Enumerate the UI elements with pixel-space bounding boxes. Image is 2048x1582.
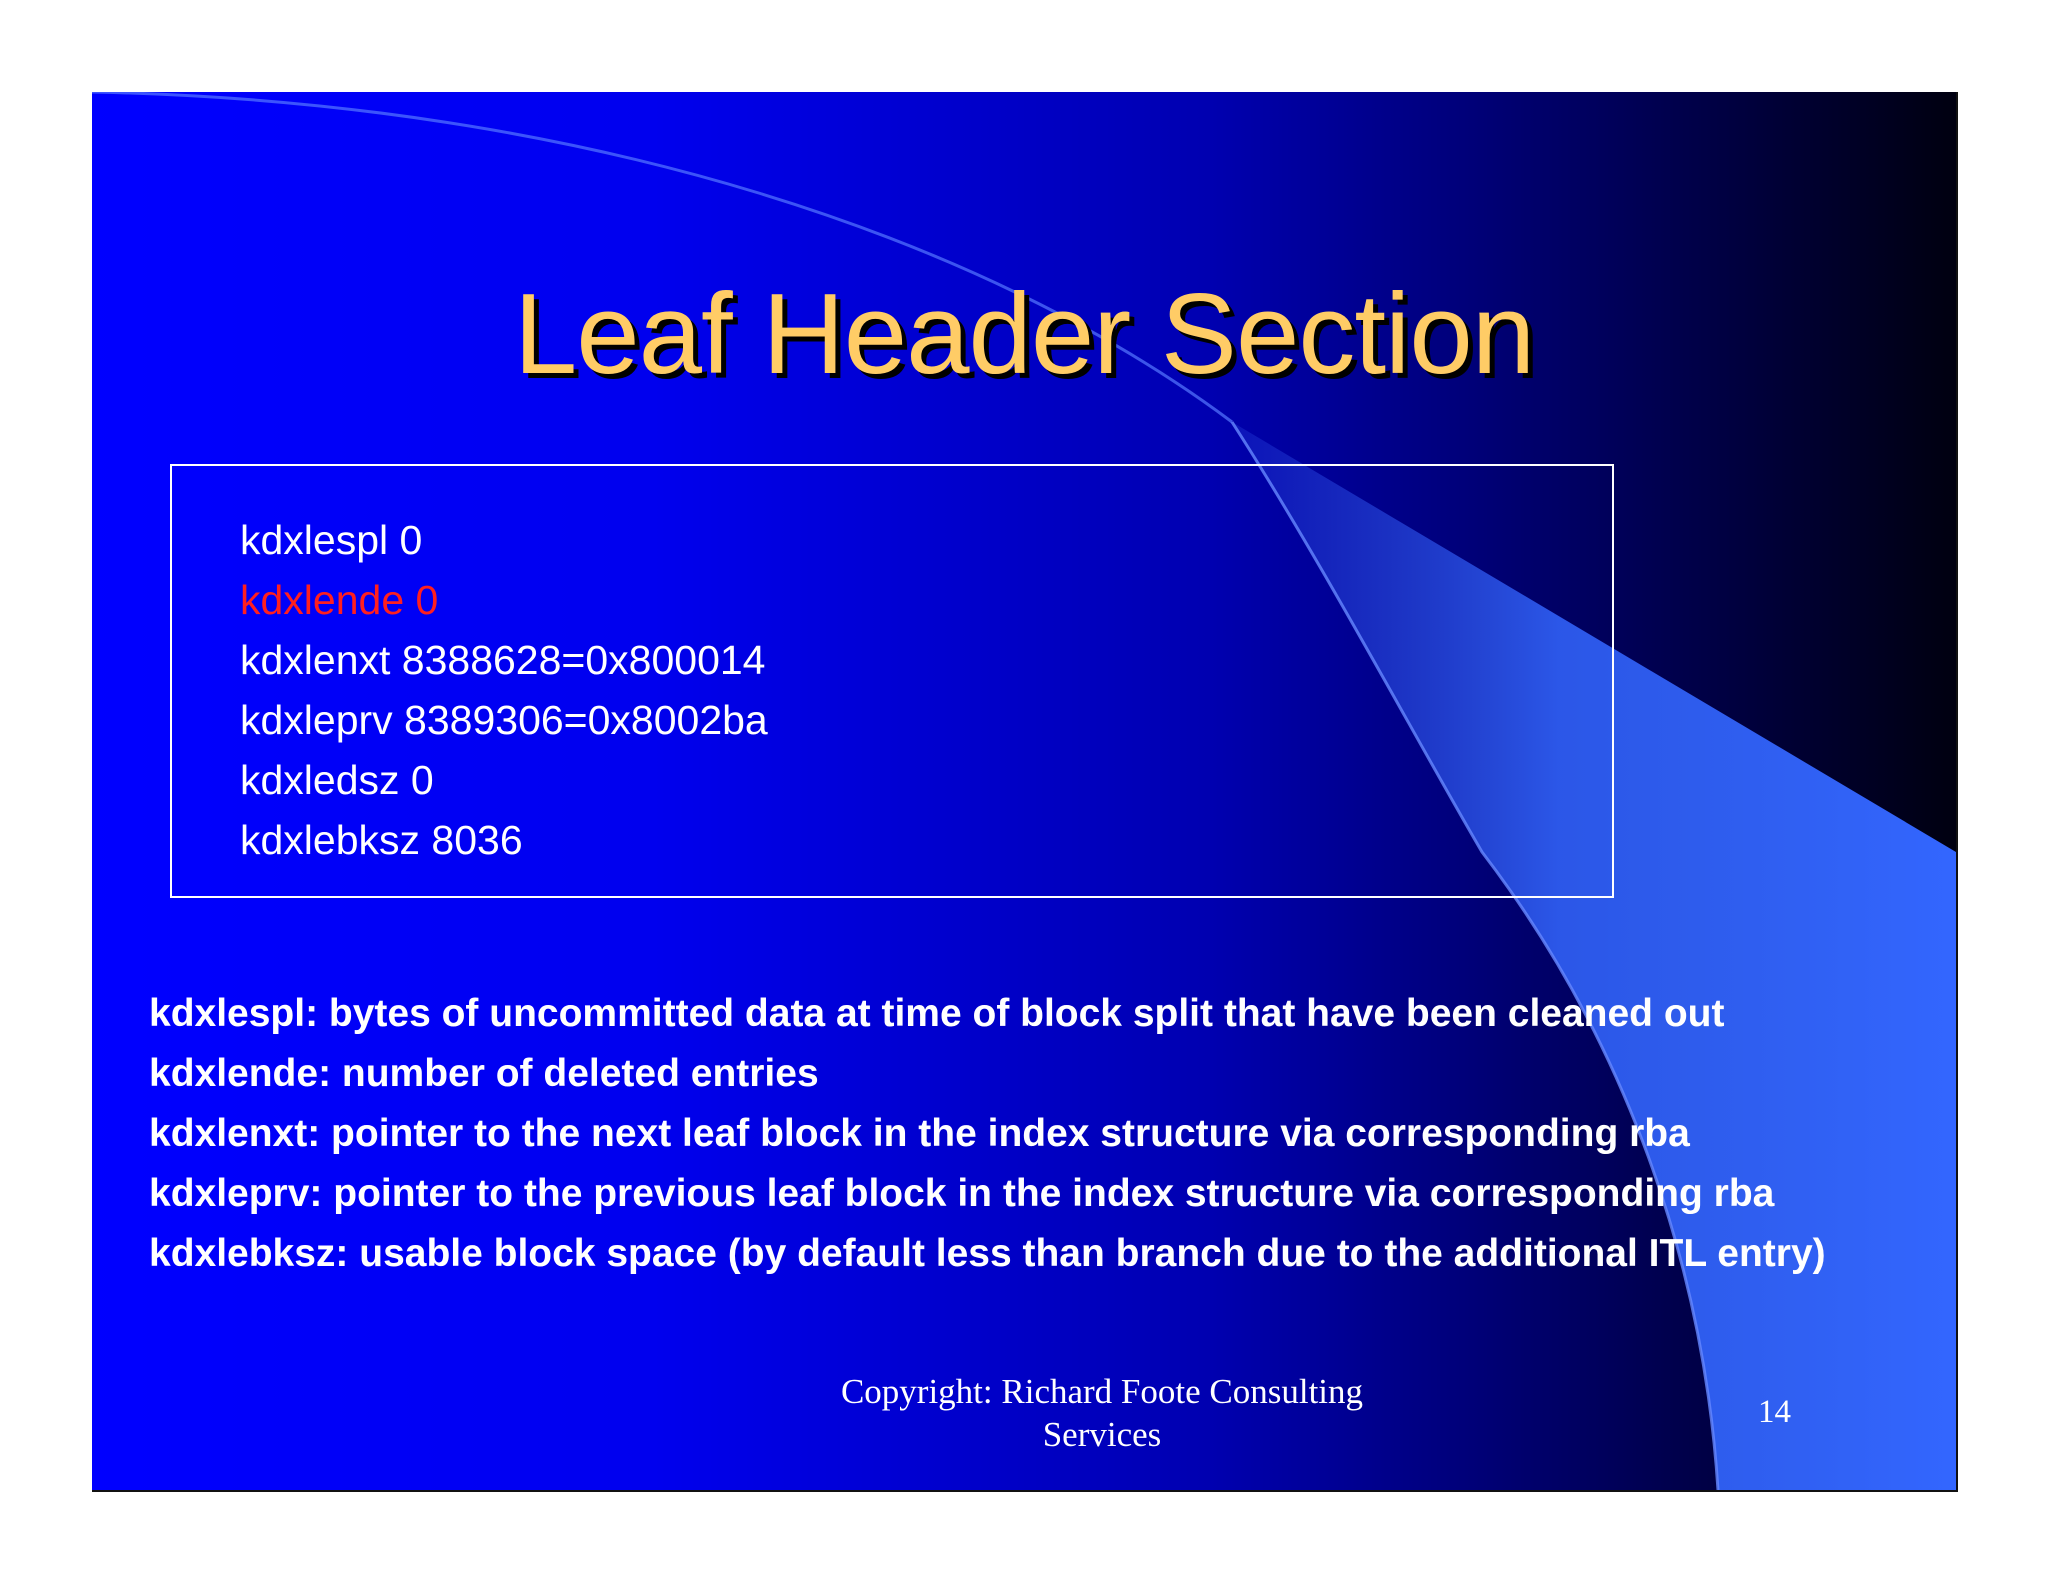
description-line: kdxlespl: bytes of uncommitted data at time of block split that have been cleaned out	[149, 992, 1725, 1035]
footer-copyright	[692, 1370, 1512, 1456]
footer-line-2: Services	[1042, 1415, 1162, 1454]
dump-line: kdxleprv 8389306=0x8002ba	[240, 697, 768, 743]
dump-line: kdxlenxt 8388628=0x800014	[240, 637, 766, 683]
dump-line: kdxledsz 0	[240, 757, 434, 803]
field-descriptions	[149, 984, 1826, 1284]
description-line: kdxlenxt: pointer to the next leaf block in the index structure via corresponding rba	[149, 1112, 1690, 1155]
slide	[92, 92, 1958, 1492]
dump-line: kdxlebksz 8036	[240, 817, 523, 863]
dump-lines	[240, 510, 768, 870]
slide-title: Leaf Header Section	[513, 271, 1535, 398]
description-line: kdxlebksz: usable block space (by default less than branch due to the additional ITL entry)	[149, 1232, 1826, 1275]
page-number: 14	[1758, 1394, 1791, 1430]
dump-line: kdxlespl 0	[240, 517, 423, 563]
description-line: kdxleprv: pointer to the previous leaf block in the index structure via corresponding rba	[149, 1172, 1775, 1215]
dump-line: kdxlende 0	[240, 577, 439, 623]
footer-line-1: Copyright: Richard Foote Consulting	[840, 1372, 1364, 1411]
description-line: kdxlende: number of deleted entries	[149, 1052, 819, 1095]
